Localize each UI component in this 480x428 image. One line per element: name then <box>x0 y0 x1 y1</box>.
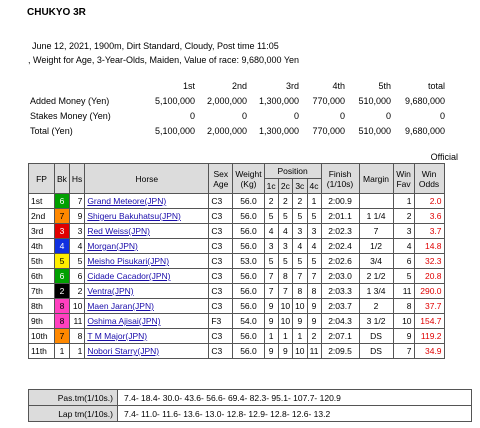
horse-link[interactable]: Nobori Starry(JPN) <box>87 346 160 356</box>
win-odds-cell: 2.0 <box>414 194 444 209</box>
money-cell: total <box>427 80 445 91</box>
money-cell: 0 <box>189 110 195 121</box>
weight-cell: 54.0 <box>233 314 264 329</box>
money-cell: 5,100,000 <box>154 95 195 106</box>
official-label: Official <box>430 152 458 162</box>
money-cell: 0 <box>385 110 391 121</box>
finish-cell: 2:09.5 <box>321 344 359 359</box>
finish-cell: 2:02.3 <box>321 224 359 239</box>
col-weight: Weight (Kg) <box>233 164 264 194</box>
pos-1c-cell: 5 <box>264 254 278 269</box>
money-cell: 770,000 <box>312 95 345 106</box>
race-info-line-2: , Weight for Age, 3-Year-Olds, Maiden, Value of race: 9,680,000 Yen <box>28 55 300 65</box>
money-cell: 510,000 <box>358 95 391 106</box>
bracket-cell: 5 <box>55 254 70 269</box>
finish-cell: 2:00.9 <box>321 194 359 209</box>
win-odds-cell: 154.7 <box>414 314 444 329</box>
finish-cell: 2:03.3 <box>321 284 359 299</box>
horse-link[interactable]: Cidade Cacador(JPN) <box>87 271 171 281</box>
money-cell: 770,000 <box>312 125 345 136</box>
win-odds-cell: 290.0 <box>414 284 444 299</box>
col-position: Position <box>264 164 321 179</box>
col-finish: Finish (1/10s) <box>321 164 359 194</box>
pos-1c-cell: 1 <box>264 329 278 344</box>
horse-number-cell: 5 <box>69 254 84 269</box>
pos-3c-cell: 7 <box>293 269 307 284</box>
horse-number-cell: 8 <box>69 329 84 344</box>
pos-3c-cell: 3 <box>293 224 307 239</box>
pos-2c-cell: 8 <box>278 269 292 284</box>
pos-4c-cell: 9 <box>307 314 321 329</box>
sex-age-cell: C3 <box>209 284 233 299</box>
win-odds-cell: 20.8 <box>414 269 444 284</box>
finish-cell: 2:03.0 <box>321 269 359 284</box>
results-table <box>28 163 445 359</box>
bracket-cell: 3 <box>55 224 70 239</box>
horse-link[interactable]: T M Major(JPN) <box>87 331 148 341</box>
bracket-cell: 4 <box>55 239 70 254</box>
horse-link[interactable]: Morgan(JPN) <box>87 241 138 251</box>
sex-age-cell: F3 <box>209 314 233 329</box>
table-row <box>29 329 445 344</box>
horse-cell <box>85 299 209 314</box>
horse-cell <box>85 254 209 269</box>
horse-number-cell: 7 <box>69 194 84 209</box>
win-odds-cell: 3.6 <box>414 209 444 224</box>
pos-1c-cell: 7 <box>264 269 278 284</box>
horse-cell <box>85 209 209 224</box>
table-row <box>29 269 445 284</box>
col-hs: Hs <box>69 164 84 194</box>
win-fav-cell: 5 <box>393 269 414 284</box>
money-header-row <box>30 78 448 93</box>
sex-age-cell: C3 <box>209 254 233 269</box>
pos-2c-cell: 7 <box>278 284 292 299</box>
margin-cell: 3/4 <box>359 254 393 269</box>
bracket-cell: 6 <box>55 194 70 209</box>
race-title: CHUKYO 3R <box>27 7 86 18</box>
fp-cell: 4th <box>29 239 55 254</box>
table-row <box>29 209 445 224</box>
fp-cell: 3rd <box>29 224 55 239</box>
margin-cell: 1 3/4 <box>359 284 393 299</box>
pos-3c-cell: 9 <box>293 314 307 329</box>
margin-cell: 2 1/2 <box>359 269 393 284</box>
col-win-odds: Win Odds <box>414 164 444 194</box>
pos-4c-cell: 11 <box>307 344 321 359</box>
win-fav-cell: 8 <box>393 299 414 314</box>
bracket-cell: 6 <box>55 269 70 284</box>
money-cell: 0 <box>439 110 445 121</box>
pos-1c-cell: 9 <box>264 299 278 314</box>
pos-1c-cell: 2 <box>264 194 278 209</box>
win-odds-cell: 37.7 <box>414 299 444 314</box>
col-2c: 2c <box>278 179 292 194</box>
weight-cell: 53.0 <box>233 254 264 269</box>
money-cell: 9,680,000 <box>404 95 445 106</box>
bracket-cell: 7 <box>55 209 70 224</box>
pos-4c-cell: 3 <box>307 224 321 239</box>
pas-row <box>29 390 472 406</box>
pos-4c-cell: 5 <box>307 209 321 224</box>
table-row <box>29 299 445 314</box>
horse-number-cell: 3 <box>69 224 84 239</box>
pos-2c-cell: 5 <box>278 209 292 224</box>
money-cell: 9,680,000 <box>404 125 445 136</box>
win-odds-cell: 34.9 <box>414 344 444 359</box>
fp-cell: 11th <box>29 344 55 359</box>
money-cell: 2nd <box>231 80 247 91</box>
pas-values: 7.4- 18.4- 30.0- 43.6- 56.6- 69.4- 82.3- 95.1- 107.7- 120.9 <box>118 390 472 406</box>
horse-cell <box>85 314 209 329</box>
horse-link[interactable]: Ventra(JPN) <box>87 286 134 296</box>
money-row <box>30 123 448 138</box>
money-cell: 0 <box>339 110 345 121</box>
win-fav-cell: 2 <box>393 209 414 224</box>
finish-cell: 2:04.3 <box>321 314 359 329</box>
col-win-fav: Win Fav <box>393 164 414 194</box>
fp-cell: 2nd <box>29 209 55 224</box>
col-horse: Horse <box>85 164 209 194</box>
sex-age-cell: C3 <box>209 269 233 284</box>
pas-label: Pas.tm(1/10s.) <box>29 390 118 406</box>
horse-link[interactable]: Maen Jaran(JPN) <box>87 301 154 311</box>
pos-4c-cell: 5 <box>307 254 321 269</box>
horse-link[interactable]: Shigeru Bakuhatsu(JPN) <box>87 211 181 221</box>
lap-label: Lap tm(1/10s.) <box>29 406 118 422</box>
win-fav-cell: 9 <box>393 329 414 344</box>
money-cell: 1,300,000 <box>258 95 299 106</box>
bracket-cell: 8 <box>55 299 70 314</box>
pos-3c-cell: 10 <box>293 344 307 359</box>
win-odds-cell: 14.8 <box>414 239 444 254</box>
money-cell: 1st <box>182 80 195 91</box>
bracket-cell: 1 <box>55 344 70 359</box>
win-fav-cell: 3 <box>393 224 414 239</box>
pos-2c-cell: 10 <box>278 314 292 329</box>
horse-cell <box>85 239 209 254</box>
win-fav-cell: 6 <box>393 254 414 269</box>
horse-cell <box>85 224 209 239</box>
pos-4c-cell: 2 <box>307 329 321 344</box>
col-sex-age: Sex Age <box>209 164 233 194</box>
fp-cell: 1st <box>29 194 55 209</box>
col-margin: Margin <box>359 164 393 194</box>
money-cell: 5,100,000 <box>154 125 195 136</box>
sex-age-cell: C3 <box>209 209 233 224</box>
pos-4c-cell: 4 <box>307 239 321 254</box>
col-bk: Bk <box>55 164 70 194</box>
pos-1c-cell: 4 <box>264 224 278 239</box>
horse-number-cell: 11 <box>69 314 84 329</box>
horse-number-cell: 1 <box>69 344 84 359</box>
weight-cell: 56.0 <box>233 299 264 314</box>
pos-3c-cell: 5 <box>293 254 307 269</box>
pos-3c-cell: 10 <box>293 299 307 314</box>
horse-cell <box>85 269 209 284</box>
fp-cell: 7th <box>29 284 55 299</box>
win-odds-cell: 3.7 <box>414 224 444 239</box>
lap-row <box>29 406 472 422</box>
finish-cell: 2:02.4 <box>321 239 359 254</box>
table-row <box>29 254 445 269</box>
win-odds-cell: 32.3 <box>414 254 444 269</box>
pos-1c-cell: 9 <box>264 344 278 359</box>
win-fav-cell: 7 <box>393 344 414 359</box>
money-row <box>30 93 448 108</box>
finish-cell: 2:02.6 <box>321 254 359 269</box>
sex-age-cell: C3 <box>209 344 233 359</box>
sex-age-cell: C3 <box>209 224 233 239</box>
bracket-cell: 7 <box>55 329 70 344</box>
money-cell: 1,300,000 <box>258 125 299 136</box>
win-fav-cell: 11 <box>393 284 414 299</box>
pos-2c-cell: 4 <box>278 224 292 239</box>
table-row <box>29 239 445 254</box>
win-fav-cell: 10 <box>393 314 414 329</box>
prize-money-table <box>30 78 448 138</box>
pos-4c-cell: 9 <box>307 299 321 314</box>
pos-4c-cell: 8 <box>307 284 321 299</box>
money-cell: 510,000 <box>358 125 391 136</box>
weight-cell: 56.0 <box>233 269 264 284</box>
horse-cell <box>85 284 209 299</box>
col-3c: 3c <box>293 179 307 194</box>
margin-cell: DS <box>359 344 393 359</box>
col-1c: 1c <box>264 179 278 194</box>
weight-cell: 56.0 <box>233 284 264 299</box>
horse-number-cell: 2 <box>69 284 84 299</box>
fp-cell: 5th <box>29 254 55 269</box>
horse-link[interactable]: Oshima Ajisai(JPN) <box>87 316 161 326</box>
weight-cell: 56.0 <box>233 344 264 359</box>
money-row <box>30 108 448 123</box>
pos-3c-cell: 4 <box>293 239 307 254</box>
money-cell: 2,000,000 <box>206 95 247 106</box>
horse-cell <box>85 194 209 209</box>
money-cell: 4th <box>332 80 345 91</box>
win-odds-cell: 119.2 <box>414 329 444 344</box>
pos-3c-cell: 5 <box>293 209 307 224</box>
horse-number-cell: 9 <box>69 209 84 224</box>
weight-cell: 56.0 <box>233 224 264 239</box>
money-cell: 5th <box>378 80 391 91</box>
horse-link[interactable]: Red Weiss(JPN) <box>87 226 150 236</box>
table-row <box>29 284 445 299</box>
pos-3c-cell: 1 <box>293 329 307 344</box>
margin-cell <box>359 194 393 209</box>
money-label: Stakes Money (Yen) <box>30 110 111 121</box>
finish-cell: 2:03.7 <box>321 299 359 314</box>
table-row <box>29 224 445 239</box>
pos-2c-cell: 2 <box>278 194 292 209</box>
weight-cell: 56.0 <box>233 194 264 209</box>
bracket-cell: 2 <box>55 284 70 299</box>
margin-cell: 1 1/4 <box>359 209 393 224</box>
pos-4c-cell: 1 <box>307 194 321 209</box>
pos-3c-cell: 2 <box>293 194 307 209</box>
margin-cell: DS <box>359 329 393 344</box>
margin-cell: 1/2 <box>359 239 393 254</box>
margin-cell: 3 1/2 <box>359 314 393 329</box>
finish-cell: 2:01.1 <box>321 209 359 224</box>
money-label: Added Money (Yen) <box>30 95 110 106</box>
money-cell: 0 <box>241 110 247 121</box>
margin-cell: 7 <box>359 224 393 239</box>
margin-cell: 2 <box>359 299 393 314</box>
money-label <box>30 78 146 93</box>
weight-cell: 56.0 <box>233 329 264 344</box>
horse-number-cell: 6 <box>69 269 84 284</box>
pos-1c-cell: 5 <box>264 209 278 224</box>
race-info-line-1: June 12, 2021, 1900m, Dirt Standard, Cloudy, Post time 11:05 <box>32 41 279 51</box>
fp-cell: 8th <box>29 299 55 314</box>
horse-link[interactable]: Meisho Pisukari(JPN) <box>87 256 170 266</box>
money-label: Total (Yen) <box>30 125 73 136</box>
pos-2c-cell: 1 <box>278 329 292 344</box>
sex-age-cell: C3 <box>209 329 233 344</box>
table-row <box>29 314 445 329</box>
pos-2c-cell: 10 <box>278 299 292 314</box>
col-fp: FP <box>29 164 55 194</box>
money-cell: 2,000,000 <box>206 125 247 136</box>
fp-cell: 10th <box>29 329 55 344</box>
pos-3c-cell: 8 <box>293 284 307 299</box>
pace-table <box>28 389 472 422</box>
horse-cell <box>85 329 209 344</box>
money-cell: 3rd <box>285 80 299 91</box>
win-fav-cell: 4 <box>393 239 414 254</box>
table-row <box>29 344 445 359</box>
horse-number-cell: 4 <box>69 239 84 254</box>
pos-1c-cell: 9 <box>264 314 278 329</box>
horse-number-cell: 10 <box>69 299 84 314</box>
table-row <box>29 194 445 209</box>
pos-1c-cell: 3 <box>264 239 278 254</box>
pos-1c-cell: 7 <box>264 284 278 299</box>
sex-age-cell: C3 <box>209 194 233 209</box>
weight-cell: 56.0 <box>233 239 264 254</box>
horse-link[interactable]: Grand Meteore(JPN) <box>87 196 167 206</box>
finish-cell: 2:07.1 <box>321 329 359 344</box>
sex-age-cell: C3 <box>209 299 233 314</box>
col-4c: 4c <box>307 179 321 194</box>
bracket-cell: 8 <box>55 314 70 329</box>
fp-cell: 9th <box>29 314 55 329</box>
pos-2c-cell: 9 <box>278 344 292 359</box>
win-fav-cell: 1 <box>393 194 414 209</box>
fp-cell: 6th <box>29 269 55 284</box>
pos-4c-cell: 7 <box>307 269 321 284</box>
sex-age-cell: C3 <box>209 239 233 254</box>
lap-values: 7.4- 11.0- 11.6- 13.6- 13.0- 12.8- 12.9- 12.8- 12.6- 13.2 <box>118 406 472 422</box>
money-cell: 0 <box>293 110 299 121</box>
pos-2c-cell: 3 <box>278 239 292 254</box>
horse-cell <box>85 344 209 359</box>
pos-2c-cell: 5 <box>278 254 292 269</box>
weight-cell: 56.0 <box>233 209 264 224</box>
